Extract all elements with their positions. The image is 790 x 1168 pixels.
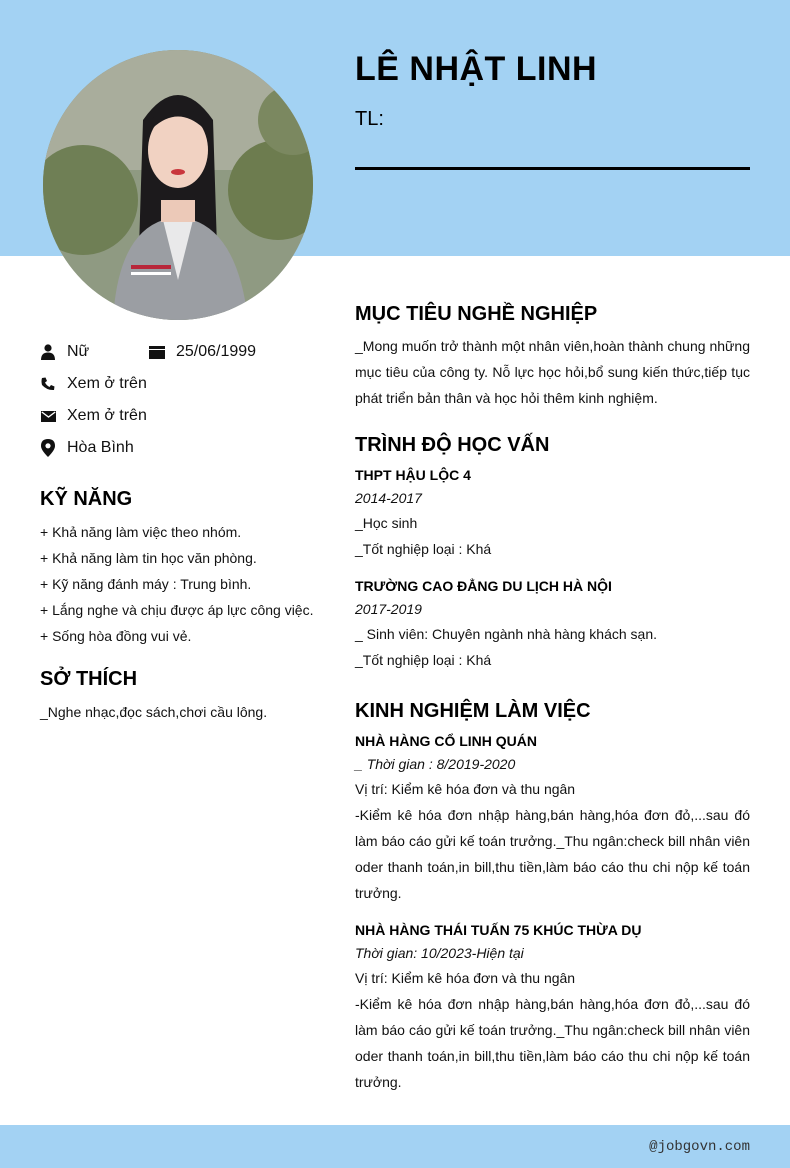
period-text: Thời gian : 8/2019-2020: [366, 756, 516, 772]
skill-item: + Kỹ năng đánh máy : Trung bình.: [40, 576, 252, 592]
experience-description: -Kiểm kê hóa đơn nhập hàng,bán hàng,hóa đơn đỏ,...sau đó làm báo cáo gửi kế toán trưởng._Thu ngân:check bill nhân viên oder thanh toán,in bill,thu tiền,làm báo cáo thu chi nộp kế toán trưởng.: [355, 996, 750, 1090]
education-entry: [355, 467, 750, 562]
company-name: NHÀ HÀNG THÁI TUẤN 75 KHÚC THỪA DỤ: [355, 922, 642, 938]
experience-position: Vị trí: Kiểm kê hóa đơn và thu ngân: [355, 781, 576, 797]
period-text: Thời gian: 10/2023-Hiện tại: [355, 945, 524, 961]
gender-row: [40, 343, 89, 361]
education-entry: [355, 578, 750, 673]
phone-value: Xem ở trên: [67, 375, 147, 392]
candidate-name: LÊ NHẬT LINH: [355, 50, 598, 88]
education-line: _Học sinh: [355, 515, 418, 531]
period-prefix: _: [355, 756, 367, 772]
experience-section: [355, 700, 750, 1095]
skill-item: + Khả năng làm tin học văn phòng.: [40, 550, 257, 566]
gender-value: Nữ: [67, 343, 90, 360]
education-section: [355, 434, 750, 673]
header-divider: [355, 167, 750, 170]
skill-item: + Khả năng làm việc theo nhóm.: [40, 524, 242, 540]
experience-title: KINH NGHIỆM LÀM VIỆC: [355, 700, 591, 722]
job-title: TL:: [355, 108, 384, 130]
location-pin-icon: [40, 440, 56, 456]
hobbies-text: _Nghe nhạc,đọc sách,chơi cầu lông.: [40, 704, 268, 720]
address-value: Hòa Bình: [67, 439, 134, 456]
experience-period: [355, 942, 750, 965]
skills-list: [40, 519, 313, 649]
skill-item: + Sống hòa đồng vui vẻ.: [40, 628, 192, 644]
objective-text: _Mong muốn trở thành một nhân viên,hoàn thành chung những mục tiêu của công ty. Nỗ lực học hỏi,bổ sung kiến thức,tiếp tục phát triển bản thân và học hỏi thêm kinh nghiệm.: [355, 338, 750, 406]
objective-section: [355, 303, 750, 411]
email-row: [40, 407, 147, 425]
mail-icon: [40, 408, 56, 424]
footer-watermark: @jobgovn.com: [649, 1139, 750, 1155]
phone-icon: [40, 376, 56, 392]
experience-entry: [355, 922, 750, 1095]
phone-row: [40, 375, 147, 393]
person-icon: [40, 344, 56, 360]
objective-title: MỤC TIÊU NGHỀ NGHIỆP: [355, 303, 598, 325]
education-title: TRÌNH ĐỘ HỌC VẤN: [355, 434, 550, 456]
skills-title: KỸ NĂNG: [40, 488, 133, 510]
company-name: NHÀ HÀNG CỔ LINH QUÁN: [355, 733, 537, 749]
calendar-icon: [149, 344, 165, 360]
skill-item: + Lắng nghe và chịu được áp lực công việc.: [40, 602, 314, 618]
school-name: TRƯỜNG CAO ĐẲNG DU LỊCH HÀ NỘI: [355, 578, 612, 594]
education-period: 2014-2017: [355, 490, 422, 506]
education-period: 2017-2019: [355, 601, 422, 617]
education-line: _Tốt nghiệp loại : Khá: [355, 652, 492, 668]
experience-position: Vị trí: Kiểm kê hóa đơn và thu ngân: [355, 970, 576, 986]
experience-period: [355, 753, 750, 776]
address-row: [40, 439, 134, 457]
school-name: THPT HẬU LỘC 4: [355, 467, 471, 483]
email-value: Xem ở trên: [67, 407, 147, 424]
education-line: _Tốt nghiệp loại : Khá: [355, 541, 492, 557]
avatar: [43, 50, 313, 320]
birthday-value: 25/06/1999: [176, 343, 257, 360]
education-line: _ Sinh viên: Chuyên ngành nhà hàng khách sạn.: [355, 626, 658, 642]
experience-description: -Kiểm kê hóa đơn nhập hàng,bán hàng,hóa đơn đỏ,...sau đó làm báo cáo gửi kế toán trưởng._Thu ngân:check bill nhân viên oder thanh toán,in bill,thu tiền,làm báo cáo thu chi nộp kế toán trưởng.: [355, 807, 750, 901]
hobbies-title: SỞ THÍCH: [40, 668, 138, 690]
birthday-row: [149, 343, 256, 361]
experience-entry: [355, 733, 750, 906]
